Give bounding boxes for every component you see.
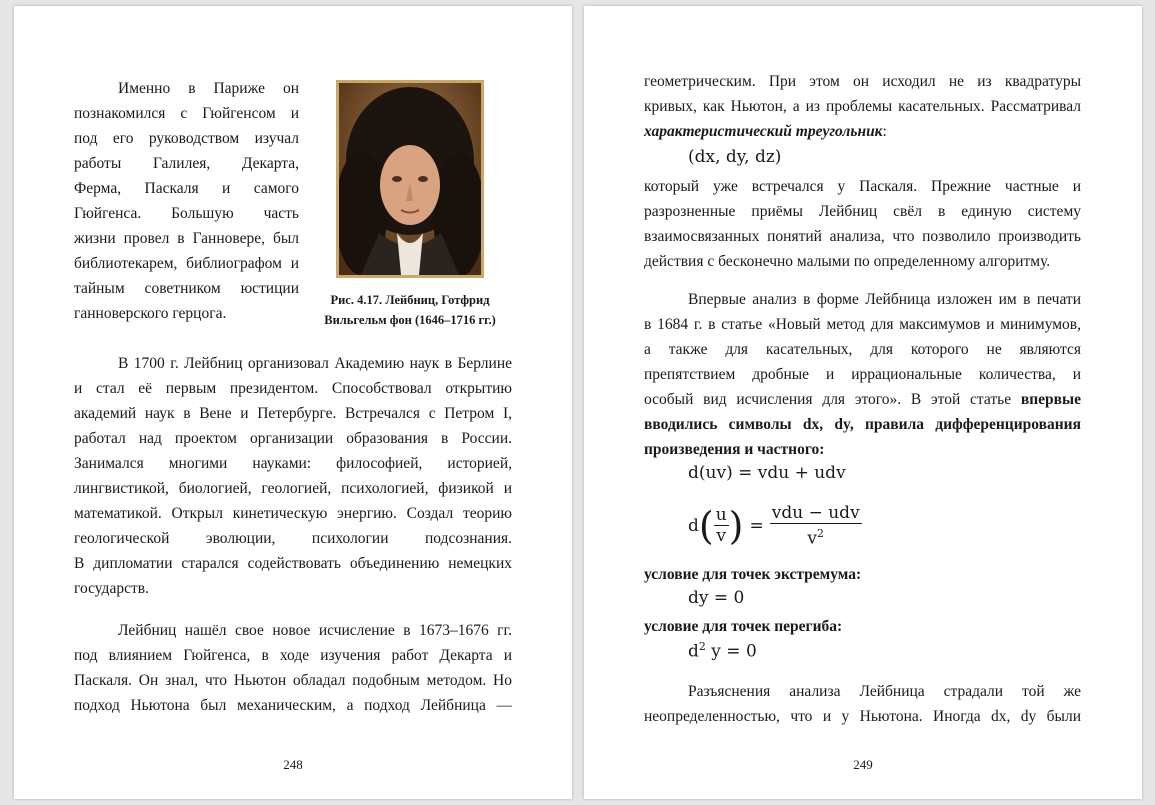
d-symbol: d [688, 641, 699, 662]
bold-span: впервые [1020, 391, 1081, 408]
extremum-label: условие для точек экстремума: [644, 566, 862, 583]
text-line: произведения и частного: [644, 441, 825, 458]
text-line: работы Галилея, Декарта, [74, 155, 299, 172]
text-line: который уже встречался у Паскаля. Прежние частные и [644, 178, 1081, 195]
text-line: а также для касательных, для которого не являются [644, 341, 1081, 358]
characteristic-triangle-term: характеристический треугольник [644, 123, 883, 140]
text-line: Занимался многими науками: философией, историей, [74, 455, 512, 472]
page-249 [584, 6, 1142, 799]
exponent: 2 [698, 640, 706, 653]
text-line: разрозненные приёмы Лейбниц свёл в единую систему [644, 203, 1081, 220]
equals-sign: = [749, 515, 764, 536]
leibniz-portrait [336, 80, 484, 278]
text-line: познакомился с Гюйгенсом и [74, 105, 299, 122]
text-line: Лейбниц нашёл свое новое исчисление в 1673–1676 гг. [118, 622, 512, 639]
text-line: препятствием дробные и иррациональные количества, и [644, 366, 1081, 383]
text-line: и стал её первым президентом. Способствовал открытию [74, 380, 512, 397]
text-line: подход Ньютона был механическим, а подход Лейбница — [74, 697, 512, 714]
left-paren: ( [698, 503, 714, 548]
text-line: тайным советником юстиции [74, 280, 299, 297]
outer-numerator: vdu − udv [771, 503, 860, 523]
text-line: вводились символы dx, dy, правила дифференцирования [644, 416, 1081, 433]
formula-extremum: dy = 0 [688, 588, 745, 608]
formula-product-rule: d(uv) = vdu + udv [688, 463, 846, 483]
text-line: под влиянием Гюйгенса, в ходе изучения работ Декарта и [74, 647, 512, 664]
colon: : [882, 123, 887, 140]
text-line [644, 119, 887, 144]
text-line: Именно в Париже он [118, 80, 299, 97]
inner-denominator: v [716, 526, 726, 547]
text-line: жизни провел в Ганновере, был [74, 230, 299, 247]
text-line: под его руководством изучал [74, 130, 299, 147]
text-line: Впервые анализ в форме Лейбница изложен им в печати [688, 291, 1081, 308]
den-base: v [807, 528, 818, 549]
text-line: академий наук в Вене и Петербурге. Встречался с Петром I, [74, 405, 512, 422]
right-paren: ) [728, 503, 744, 548]
inner-fraction [714, 505, 729, 546]
text-line: неопределенностью, что и у Ньютона. Иногда dx, dy были [644, 708, 1081, 725]
inflection-label: условие для точек перегиба: [644, 618, 843, 635]
formula-rest: y = 0 [705, 641, 757, 662]
portrait-illustration [339, 83, 481, 275]
text-line: Ферма, Паскаля и самого [74, 180, 299, 197]
formula-triangle: (dx, dy, dz) [688, 147, 782, 167]
figure-caption [314, 290, 506, 330]
text-line: ганноверского герцога. [74, 305, 227, 322]
inner-numerator: u [715, 505, 727, 526]
text-span: особый вид исчисления для этого». В этой статье [644, 391, 1021, 408]
text-line: взаимосвязанных понятий анализа, что позволило производить [644, 228, 1081, 245]
text-line: библиотекарем, библиографом и [74, 255, 299, 272]
text-line: работал над проектом организации образования в России. [74, 430, 512, 447]
text-line: Гюйгенса. Большую часть [74, 205, 299, 222]
text-line: геологической эволюции, психологии подсознания. [74, 530, 512, 547]
page-248 [14, 6, 572, 799]
formula-quotient-rule [688, 503, 862, 549]
text-line: в 1684 г. в статье «Новый метод для максимумов и минимумов, [644, 316, 1081, 333]
formula-inflection [688, 640, 757, 662]
text-line: лингвистикой, биологией, геологией, психологией, физикой и [74, 480, 512, 497]
text-line: геометрическим. При этом он исходил не из квадратуры [644, 73, 1081, 90]
page-number: 249 [853, 757, 873, 772]
page-number: 248 [283, 757, 303, 772]
text-line: кривых, как Ньютон, а из проблемы касательных. Рассматривал [644, 98, 1081, 115]
text-line: В дипломатии старался содействовать объединению немецких [74, 555, 512, 572]
caption-line: Рис. 4.17. Лейбниц, Готфрид [330, 293, 490, 307]
den-exponent: 2 [817, 527, 825, 540]
text-line: В 1700 г. Лейбниц организовал Академию наук в Берлине [118, 355, 512, 372]
d-symbol: d [688, 515, 699, 536]
text-line: государств. [74, 580, 149, 597]
text-line: Разъяснения анализа Лейбница страдали той же [688, 683, 1081, 700]
text-line: Паскаля. Он знал, что Ньютон обладал подобным методом. Но [74, 672, 512, 689]
outer-fraction [770, 503, 862, 549]
text-line [644, 387, 1081, 412]
text-line: математикой. Открыл кинетическую энергию. Создал теорию [74, 505, 512, 522]
text-line: действия с бесконечно малыми по определенному алгоритму. [644, 253, 1051, 270]
caption-line: Вильгельм фон (1646–1716 гг.) [324, 313, 496, 327]
outer-denominator [770, 524, 862, 549]
